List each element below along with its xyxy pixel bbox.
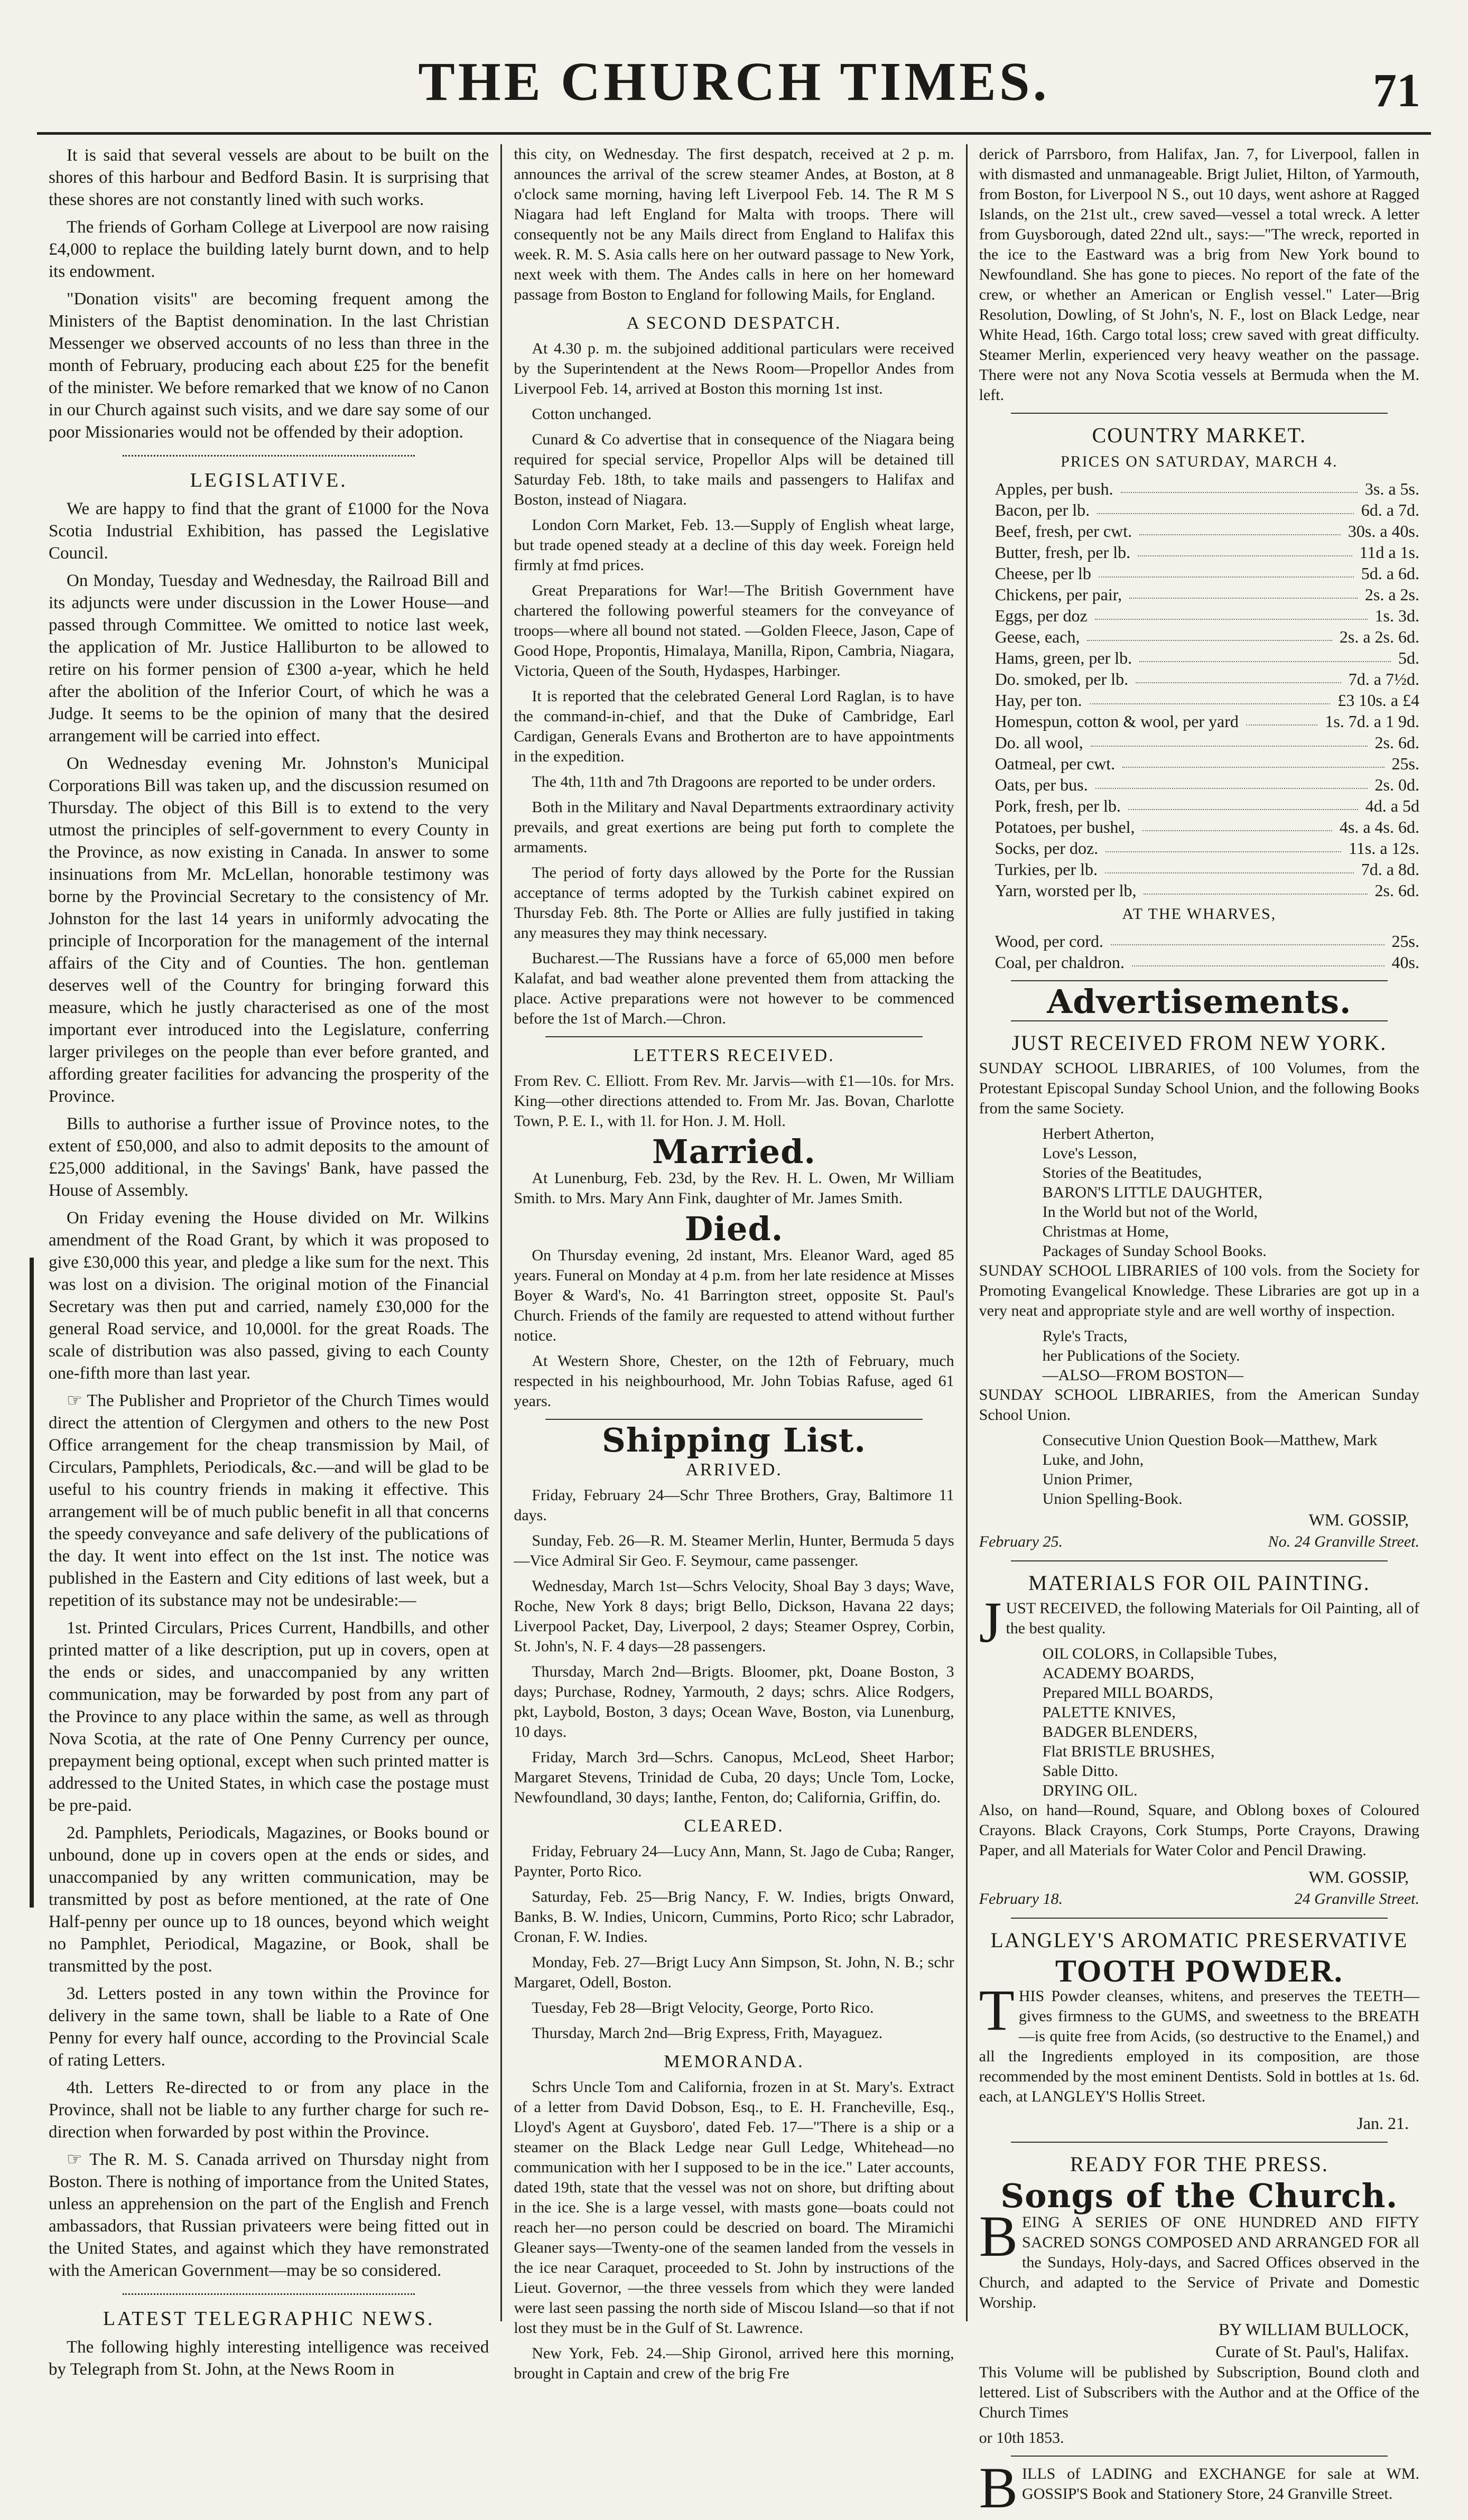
market-row [979,690,1419,711]
section-subheading: PRICES ON SATURDAY, MARCH 4. [1061,453,1338,470]
section-heading: LETTERS RECEIVED. [633,1046,835,1065]
section-heading: Shipping List. [602,1421,866,1459]
dot-leader [1138,542,1352,556]
section-heading: Died. [684,1210,784,1248]
market-price: 25s. [1391,932,1419,951]
paragraph: London Corn Market, Feb. 13.—Supply of English wheat large, but trade opened steady at a decline of this day week. Foreign held firmly at fmd prices. [514,516,954,574]
paragraph: ☞ The Publisher and Proprietor of the Church Times would direct the attention of Clergymen and others to the new Post Office arrangement for the cheap transmission by Mail, of Circulars, Pamphlets, Periodicals, &c.—and will be glad to be useful to his country friends in making it effective. This arrangement will be of much public benefit in all that concerns the speedy conveyance and safe delivery of the publications of the day. It went into effect on the 1st inst. The notice was published in the Eastern and City editions of last week, but a repetition of its substance may not be undesirable:— [49,1391,489,1610]
paragraph: On Friday evening the House divided on Mr. Wilkins amendment of the Road Grant, by which it was proposed to give £30,000 this year, and pledge a like sum for the next. This was lost on a division. The original motion of the Financial Secretary was then put and carried, namely £30,000 for the general Road service, and 10,000l. for the great Roads. The scale of distribution was also passed, giving to each County one-fifth more than last year. [49,1208,489,1383]
paragraph: The friends of Gorham College at Liverpool are now raising £4,000 to replace the building lately burnt down, and to help its endowment. [49,218,489,281]
market-item: Potatoes, per bushel, [995,817,1135,836]
paragraph: Friday, February 24—Lucy Ann, Mann, St. Jago de Cuba; Ranger, Paynter, Porto Rico. [514,1843,954,1880]
list-item: BARON'S LITTLE DAUGHTER, [1042,1184,1262,1201]
divider [1011,1918,1388,1919]
market-item: Coal, per chaldron. [995,953,1125,972]
paragraph: ☞ The R. M. S. Canada arrived on Thursday night from Boston. There is nothing of importance from the United States, unless an apprehension on the part of the English and French ambassadors, that Russian privateers were being fitted out in the United States, and against which they have remonstrated with the American Government—may be so considered. [49,2150,489,2280]
wharf-table [979,931,1419,973]
section-heading: A SECOND DESPATCH. [626,313,842,333]
paragraph: "Donation visits" are becoming frequent among the Ministers of the Baptist denomination. In the last Christian Messenger we observed accounts of no less than three in the month of February, producing each about £25 for the benefit of the minister. We before remarked that we know of no Canon in our Church against such visits, and we dare say some of our poor Missionaries would not be offended by their adoption. [49,290,489,442]
list-item: ACADEMY BOARDS, [1042,1664,1194,1682]
section-heading: Advertisements. [1047,982,1352,1021]
market-item: Do. all wool, [995,733,1083,752]
market-price: 7d. a 8d. [1361,860,1419,879]
dot-leader [1128,795,1358,810]
ad-date: February 18. [979,1890,1063,1908]
section-subheading: CLEARED. [684,1816,784,1836]
market-price: 4s. a 4s. 6d. [1339,817,1419,836]
section-subheading: AT THE WHARVES, [1122,905,1277,923]
market-price: 2s. 0d. [1374,775,1419,794]
dot-leader [1246,711,1317,726]
section-heading: COUNTRY MARKET. [1092,423,1307,447]
list-item: Union Spelling-Book. [1042,1490,1183,1508]
section-heading: LEGISLATIVE. [190,469,348,491]
dot-leader [1087,626,1332,641]
dot-leader [1142,816,1332,831]
paragraph: Friday, February 24—Schr Three Brothers, Gray, Baltimore 11 days. [514,1486,954,1524]
market-item: Butter, fresh, per lb. [995,543,1131,562]
market-row [979,711,1419,732]
market-row [979,647,1419,668]
market-price: 11d a 1s. [1359,543,1419,562]
paragraph: 1st. Printed Circulars, Prices Current, Handbills, and other printed matter of a like description, put up in covers, open at the ends or sides, and unaccompanied by any written communication, may be forwarded by post from any part of the Province to any place within the same, as well as through Nova Scotia, at the rate of One Penny Currency per ounce, prepayment being optional, except when such printed matter is addressed to the United States, in which case the postage must be pre-paid. [49,1619,489,1815]
market-row [979,816,1419,838]
market-row [979,605,1419,626]
ad-body: SUNDAY SCHOOL LIBRARIES, from the American Sunday School Union. [979,1386,1419,1424]
market-row [979,774,1419,795]
ad-footer [979,1531,1419,1553]
divider [1011,413,1388,414]
list-item: Christmas at Home, [1042,1223,1169,1240]
paragraph: Great Preparations for War!—The British Government have chartered the following powerful steamers for the conveyance of troops—where all bound not stated. —Golden Fleece, Jason, Cape of Good Hope, Propontis, Himalaya, Manilla, Ripon, Cambria, Niagara, Victoria, Queen of the South, Hydaspes, Harbinger. [514,582,954,680]
market-item: Oats, per bus. [995,775,1088,794]
dot-leader [1139,520,1341,535]
paragraph: We are happy to find that the grant of £1000 for the Nova Scotia Industrial Exhibition, has passed the Legislative Council. [49,499,489,563]
list-item: Ryle's Tracts, [1042,1327,1128,1345]
masthead [37,0,1431,135]
market-row [979,795,1419,816]
list-item: Prepared MILL BOARDS, [1042,1684,1213,1701]
paragraph: Thursday, March 2nd—Brigts. Bloomer, pkt, Doane Boston, 3 days; Purchase, Rodney, Yarmouth, 2 days; schrs. Alice Rodgers, pkt, Laybold, Boston, 3 days; Ocean Wave, Boston, via Lunenburg, 10 days. [514,1663,954,1741]
dot-leader [1095,605,1368,620]
ad-address: 24 Granville Street. [1294,1890,1419,1908]
list-item: BADGER BLENDERS, [1042,1723,1198,1741]
dot-leader [1099,563,1354,578]
paragraph: The 4th, 11th and 7th Dragoons are reported to be under orders. [532,773,936,791]
paragraph: Cotton unchanged. [532,405,652,423]
market-item: Pork, fresh, per lb. [995,796,1121,815]
dot-leader [1095,774,1368,789]
market-price: 2s. a 2s. 6d. [1339,627,1419,646]
market-item: Turkies, per lb. [995,860,1098,879]
dot-leader [1132,952,1385,966]
paragraph: The following highly interesting intelligence was received by Telegraph from St. John, at the News Room in [49,2338,489,2379]
market-row [979,952,1419,973]
market-item: Yarn, worsted per lb, [995,881,1137,900]
list-item: Luke, and John, [1042,1451,1144,1468]
market-row [979,478,1419,499]
ad-signature: WM. GOSSIP, [1308,1510,1409,1529]
market-item: Hams, green, per lb. [995,648,1132,667]
dot-leader [1139,647,1391,662]
paragraph: Both in the Military and Naval Departments extraordinary activity prevails, and great exertions are being put forth to complete the armaments. [514,798,954,856]
ad-author-title: Curate of St. Paul's, Halifax. [1215,2342,1409,2361]
paragraph: this city, on Wednesday. The first despatch, received at 2 p. m. announces the arrival of the screw steamer Andes, at Boston, at 8 o'clock same morning, having left Liverpool Feb. 14. The R M S Niagara had left England for Malta with troops. There will consequently not be any Mails direct from England to Halifax this week. R. M. S. Asia calls here on her outward passage to New York, next week with them. The Andes calls in here on her homeward passage from Boston to England for following Mails, for England. [514,145,954,303]
paragraph: Tuesday, Feb 28—Brigt Velocity, George, Porto Rico. [532,1999,874,2016]
dot-leader [1097,499,1354,514]
materials-list [979,1644,1419,1800]
ad-title: Songs of the Church. [1000,2177,1398,2215]
market-table [979,478,1419,901]
market-price: 5d. [1398,648,1419,667]
paragraph: Cunard & Co advertise that in consequence of the Niagara being required for special service, Propellor Alps will be detained till Saturday Feb. 18th, to take mails and passengers to Halifax and Boston, instead of Niagara. [514,431,954,508]
dot-leader [1144,880,1367,895]
market-row [979,499,1419,520]
list-item: —ALSO—FROM BOSTON— [1042,1366,1244,1384]
section-heading: LATEST TELEGRAPHIC NEWS. [103,2308,435,2330]
list-item: Herbert Atherton, [1042,1125,1155,1142]
market-price: 2s. 6d. [1374,733,1419,752]
market-price: £3 10s. a £4 [1337,691,1419,710]
ad-title: MATERIALS FOR OIL PAINTING. [1028,1571,1370,1595]
list-item: In the World but not of the World, [1042,1203,1258,1221]
market-item: Beef, fresh, per cwt. [995,522,1132,541]
section-subheading: MEMORANDA. [664,2052,804,2071]
ad-address: No. 24 Granville Street. [1268,1533,1419,1550]
market-item: Wood, per cord. [995,932,1104,951]
list-item: Union Primer, [1042,1471,1133,1488]
ad-date: or 10th 1853. [979,2429,1064,2447]
market-price: 3s. a 5s. [1364,479,1419,498]
market-item: Hay, per ton. [995,691,1082,710]
market-item: Apples, per bush. [995,479,1113,498]
ad-title: TOOTH POWDER. [1055,1954,1343,1988]
divider [1011,2142,1388,2143]
market-row [979,520,1419,542]
list-item: Packages of Sunday School Books. [1042,1242,1267,1260]
paragraph: At 4.30 p. m. the subjoined additional particulars were received by the Superintendent at the News Room—Propellor Andes from Liverpool Feb. 14, arrived at Boston this morning 1st inst. [514,340,954,397]
ad-date: February 25. [979,1533,1063,1550]
dot-leader [1122,753,1384,768]
dot-leader [1111,931,1385,945]
market-row [979,931,1419,952]
market-item: Socks, per doz. [995,839,1099,858]
paragraph: derick of Parrsboro, from Halifax, Jan. 7, for Liverpool, fallen in with dismasted and unmanageable. Brigt Juliet, Hilton, of Yarmouth, from Boston, for Liverpool N S., out 10 days, went ashore at Ragged Islands, on the 21st ult., crew saved—vessel a total wreck. A letter from Guysborough, dated 22nd ult., says:—"The wreck, reported in the ice to the Eastward was a brig from New York bound to Newfoundland. She has gone to pieces. No report of the fate of the crew, or whether an American or English vessel." Later—Brig Resolution, Dowling, of St John's, N. F., lost on Black Ledge, near White Head, 16th. Cargo total loss; crew saved with great difficulty. Steamer Merlin, experienced very heavy weather on the passage. There were not any Nova Scotia vessels at Bermuda when the M. left. [979,145,1419,404]
market-item: Cheese, per lb [995,564,1091,583]
paragraph: On Wednesday evening Mr. Johnston's Municipal Corporations Bill was taken up, and the discussion resumed on Thursday. The object of this Bill is to extend to the very utmost the principles of self-government to every County in the Province, as now existing in Canada. In answer to some insinuations from Mr. McLellan, honorable testimony was borne by the Provincial Secretary to the consistency of Mr. Johnston for the last 14 years in uniformly advocating the principle of Incorporation for the management of the internal affairs of the City and of Counties. The hon. gentleman deserves well of the Country for bringing forward this measure, which he justly characterised as one of the most important ever introduced into the Legislature, conferring larger privileges on the people than ever before granted, and affording greater facilities for advancing the prosperity of the Province. [49,754,489,1106]
market-price: 1s. 3d. [1374,606,1419,625]
margin-bar [30,1258,34,1908]
market-item: Bacon, per lb. [995,500,1090,519]
market-row [979,859,1419,880]
paragraph: Bucharest.—The Russians have a force of 65,000 men before Kalafat, and bad weather alone prevented them from attacking the place. Active preparations were not however to be commenced before the 1st of March.—Chron. [514,950,954,1027]
paragraph: Bills to authorise a further issue of Province notes, to the extent of £50,000, and also to admit deposits to the amount of £25,000 additional, in the Savings' Bank, have passed the House of Assembly. [49,1114,489,1200]
market-price: 40s. [1391,953,1419,972]
market-row [979,584,1419,605]
list-item: Sable Ditto. [1042,1762,1118,1780]
column-2 [502,144,965,2382]
market-price: 6d. a 7d. [1361,500,1419,519]
dot-leader [1105,859,1354,873]
paragraph: It is said that several vessels are about to be built on the shores of this harbour and Bedford Basin. It is surprising that these shores are not constantly lined with such works. [49,146,489,209]
market-price: 2s. 6d. [1374,881,1419,900]
paragraph: Monday, Feb. 27—Brigt Lucy Ann Simpson, St. John, N. B.; schr Margaret, Odell, Boston. [514,1954,954,1991]
paragraph: At Western Shore, Chester, on the 12th of February, much respected in his neighbourhood, Mr. John Tobias Rafuse, aged 61 years. [514,1352,954,1410]
list-item: her Publications of the Society. [1042,1347,1240,1364]
list-item: Flat BRISTLE BRUSHES, [1042,1743,1215,1760]
paragraph: Friday, March 3rd—Schrs. Canopus, McLeod, Sheet Harbor; Margaret Stevens, Trinidad de Cuba, 20 days; Uncle Tom, Locke, Newfoundland, 30 days; Ianthe, Fenton, do; California, Griffin, do. [514,1749,954,1806]
dot-leader [1121,478,1358,493]
ad-signature: WM. GOSSIP, [1308,1867,1409,1886]
ad-title: JUST RECEIVED FROM NEW YORK. [1011,1031,1387,1055]
ad-date: Jan. 21. [1356,2114,1409,2133]
book-list [979,1326,1419,1385]
ad-title: LANGLEY'S AROMATIC PRESERVATIVE [990,1928,1408,1952]
market-row [979,626,1419,647]
divider [123,449,415,457]
market-price: 5d. a 6d. [1361,564,1419,583]
page-number: 71 [1373,64,1420,117]
market-price: 1s. 7d. a 1 9d. [1325,712,1419,731]
market-item: Eggs, per doz [995,606,1088,625]
market-row [979,732,1419,753]
ad-body: SUNDAY SCHOOL LIBRARIES of 100 vols. from the Society for Promoting Evangelical Knowledge. These Libraries are got up in a very neat and appropriate style and are well worthy of inspection. [979,1262,1419,1319]
paragraph: The period of forty days allowed by the Porte for the Russian acceptance of terms adopted by the Turkish cabinet expired on Thursday Feb. 8th. The Porte or Allies are fully justified in taking any measures they may think necessary. [514,864,954,942]
dot-leader [1105,838,1341,852]
list-item: Consecutive Union Question Book—Matthew, Mark [1042,1431,1378,1449]
market-price: 25s. [1391,754,1419,773]
dot-leader [1129,584,1358,599]
section-heading: Married. [652,1132,816,1171]
section-subheading: ARRIVED. [685,1460,783,1480]
divider [545,1036,922,1037]
divider [1011,980,1388,981]
market-price: 11s. a 12s. [1349,839,1419,858]
ad-body: JUST RECEIVED, the following Materials for Oil Painting, all of the best quality. [979,1590,1419,1654]
paragraph: Thursday, March 2nd—Brig Express, Frith, Mayaguez. [532,2024,883,2042]
ad-body: BILLS of LADING and EXCHANGE for sale at WM. GOSSIP'S Book and Stationery Store, 24 Granville Street. [979,2456,1419,2520]
paragraph: 2d. Pamphlets, Periodicals, Magazines, or Books bound or unbound, done up in covers open at the ends or sides, and unaccompanied by any written communication, may be transmitted by post as before mentioned, at the rate of One Half-penny per ounce up to 18 ounces, beyond which weight no Pamphlet, Periodical, Magazine, or Book, shall be transmitted by the post. [49,1824,489,1976]
ad-body: This Volume will be published by Subscription, Bound cloth and lettered. List of Subscribers with the Author and at the Office of the Church Times [979,2364,1419,2421]
dot-leader [1136,668,1341,683]
paragraph: On Thursday evening, 2d instant, Mrs. Eleanor Ward, aged 85 years. Funeral on Monday at 4 p.m. from her late residence at Misses Boyer & Ward's, No. 41 Barrington street, opposite St. Paul's Church. Friends of the family are requested to attend without further notice. [514,1247,954,1344]
column-1 [37,144,500,2379]
paragraph: 3d. Letters posted in any town within the Province for delivery in the same town, shall be liable to a Rate of One Penny for every half ounce, according to the Provincial Scale of rating Letters. [49,1984,489,2070]
list-item: DRYING OIL. [1042,1782,1138,1799]
divider [1011,2456,1388,2457]
ad-body: SUNDAY SCHOOL LIBRARIES, of 100 Volumes, from the Protestant Episcopal Sunday School Union, and the following Books from the same Society. [979,1059,1419,1117]
paragraph: New York, Feb. 24.—Ship Gironol, arrived here this morning, brought in Captain and crew of the brig Fre [514,2345,954,2382]
paragraph: Schrs Uncle Tom and California, frozen in at St. Mary's. Extract of a letter from David Dobson, Esq., to E. H. Francheville, Esq., Lloyd's Agent at Guysboro', dated Feb. 17—"There is a ship or a steamer on the Black Ledge near Gull Ledge, Whitehead—no communication with her I supposed to be in the ice." Later accounts, dated 19th, state that the vessel was not on shore, but drifting about in the ice. She is a large vessel, with masts gone—boats could not reach her—no person could be descried on board. The Miramichi Gleaner says—Twenty-one of the seamen landed from the vessels in the ice near Caraquet, proceeded to St. John by instructions of the Lieut. Governor, —the three vessels from which they were landed were last seen passing the north side of Miscou Island—so that if not lost they must be in the Gulf of St. Lawrence. [514,2078,954,2337]
paragraph: Sunday, Feb. 26—R. M. Steamer Merlin, Hunter, Bermuda 5 days—Vice Admiral Sir Geo. F. Seymour, came passenger. [514,1532,954,1569]
market-row [979,563,1419,584]
list-item: PALETTE KNIVES, [1042,1704,1176,1721]
market-row [979,668,1419,690]
paragraph: From Rev. C. Elliott. From Rev. Mr. Jarvis—with £1—10s. for Mrs. King—other directions attended to. From Mr. Jas. Bovan, Charlotte Town, P. E. I., with 1l. for Hon. J. M. Holl. [514,1072,954,1130]
list-item: OIL COLORS, in Collapsible Tubes, [1042,1645,1277,1662]
market-row [979,542,1419,563]
ad-body: BEING A SERIES OF ONE HUNDRED AND FIFTY SACRED SONGS COMPOSED AND ARRANGED FOR all the Sundays, Holy-days, and Sacred Offices observed in the Church, and adapted to the Service of Private and Domestic Worship. [979,2204,1419,2311]
column-3 [968,144,1431,2520]
newspaper-title: THE CHURCH TIMES. [418,51,1050,112]
list-item: Love's Lesson, [1042,1145,1137,1162]
divider [123,2287,415,2295]
divider [1011,1560,1388,1561]
market-price: 2s. a 2s. [1364,585,1419,604]
market-price: 30s. a 40s. [1348,522,1419,541]
paragraph: Saturday, Feb. 25—Brig Nancy, F. W. Indies, brigts Onward, Banks, B. W. Indies, Unicorn, Cummins, Porto Rico; schr Labrador, Cronan, F. W. Indies. [514,1888,954,1946]
market-item: Homespun, cotton & wool, per yard [995,712,1239,731]
list-item: Stories of the Beatitudes, [1042,1164,1202,1182]
columns [37,144,1431,2520]
ad-title: READY FOR THE PRESS. [1070,2152,1328,2176]
ad-body: Also, on hand—Round, Square, and Oblong boxes of Coloured Crayons. Black Crayons, Cork Stumps, Porte Crayons, Drawing Paper, and all Materials for Water Color and Pencil Drawing. [979,1801,1419,1859]
paragraph: Wednesday, March 1st—Schrs Velocity, Shoal Bay 3 days; Wave, Roche, New York 8 days; brigt Bello, Dickson, Havana 22 days; Liverpool Packet, Day, Liverpool, 2 days; Steamer Osprey, Corbin, St. John's, N. F. 4 days—28 passengers. [514,1577,954,1655]
market-item: Oatmeal, per cwt. [995,754,1116,773]
book-list [979,1124,1419,1261]
market-item: Do. smoked, per lb. [995,669,1129,689]
ad-body: THIS Powder cleanses, whitens, and preserves the TEETH—gives firmness to the GUMS, and sweetness to the BREATH—is quite free from Acids, (so destructive to the Enamel,) and all the Ingredients employed in its composition, are those recommended by the most eminent Dentists. Sold in bottles at 1s. 6d. each, at LANGLEY'S Hollis Street. [979,1978,1419,2105]
market-row [979,838,1419,859]
market-item: Geese, each, [995,627,1080,646]
market-price: 4d. a 5d [1365,796,1419,815]
book-list [979,1430,1419,1509]
divider [545,1419,922,1420]
paragraph: 4th. Letters Re-directed to or from any place in the Province, shall not be liable to any further charge for such re-direction when forwarded by post within the Province. [49,2078,489,2142]
paragraph: At Lunenburg, Feb. 23d, by the Rev. H. L. Owen, Mr William Smith. to Mrs. Mary Ann Fink, daughter of Mr. James Smith. [514,1169,954,1207]
dot-leader [1090,690,1331,704]
dot-leader [1091,732,1368,747]
paragraph: It is reported that the celebrated General Lord Raglan, is to have the command-in-chief, and that the Duke of Cambridge, Earl Cardigan, Generals Evans and Brotherton are to have appointments in the expedition. [514,687,954,765]
market-row [979,880,1419,901]
market-row [979,753,1419,774]
ad-author: BY WILLIAM BULLOCK, [1219,2320,1409,2339]
market-price: 7d. a 7½d. [1348,669,1419,689]
market-item: Chickens, per pair, [995,585,1122,604]
ad-footer [979,1888,1419,1910]
paragraph: On Monday, Tuesday and Wednesday, the Railroad Bill and its adjuncts were under discussion in the Lower House—and passed through Committee. We omitted to notice last week, the application of Mr. Justice Halliburton to be allowed to retire on his former pension of £300 a-year, which he held after the abolition of the Inferior Court, of which he was a Judge. It seems to be the opinion of many that the desired arrangement will be carried into effect. [49,571,489,746]
